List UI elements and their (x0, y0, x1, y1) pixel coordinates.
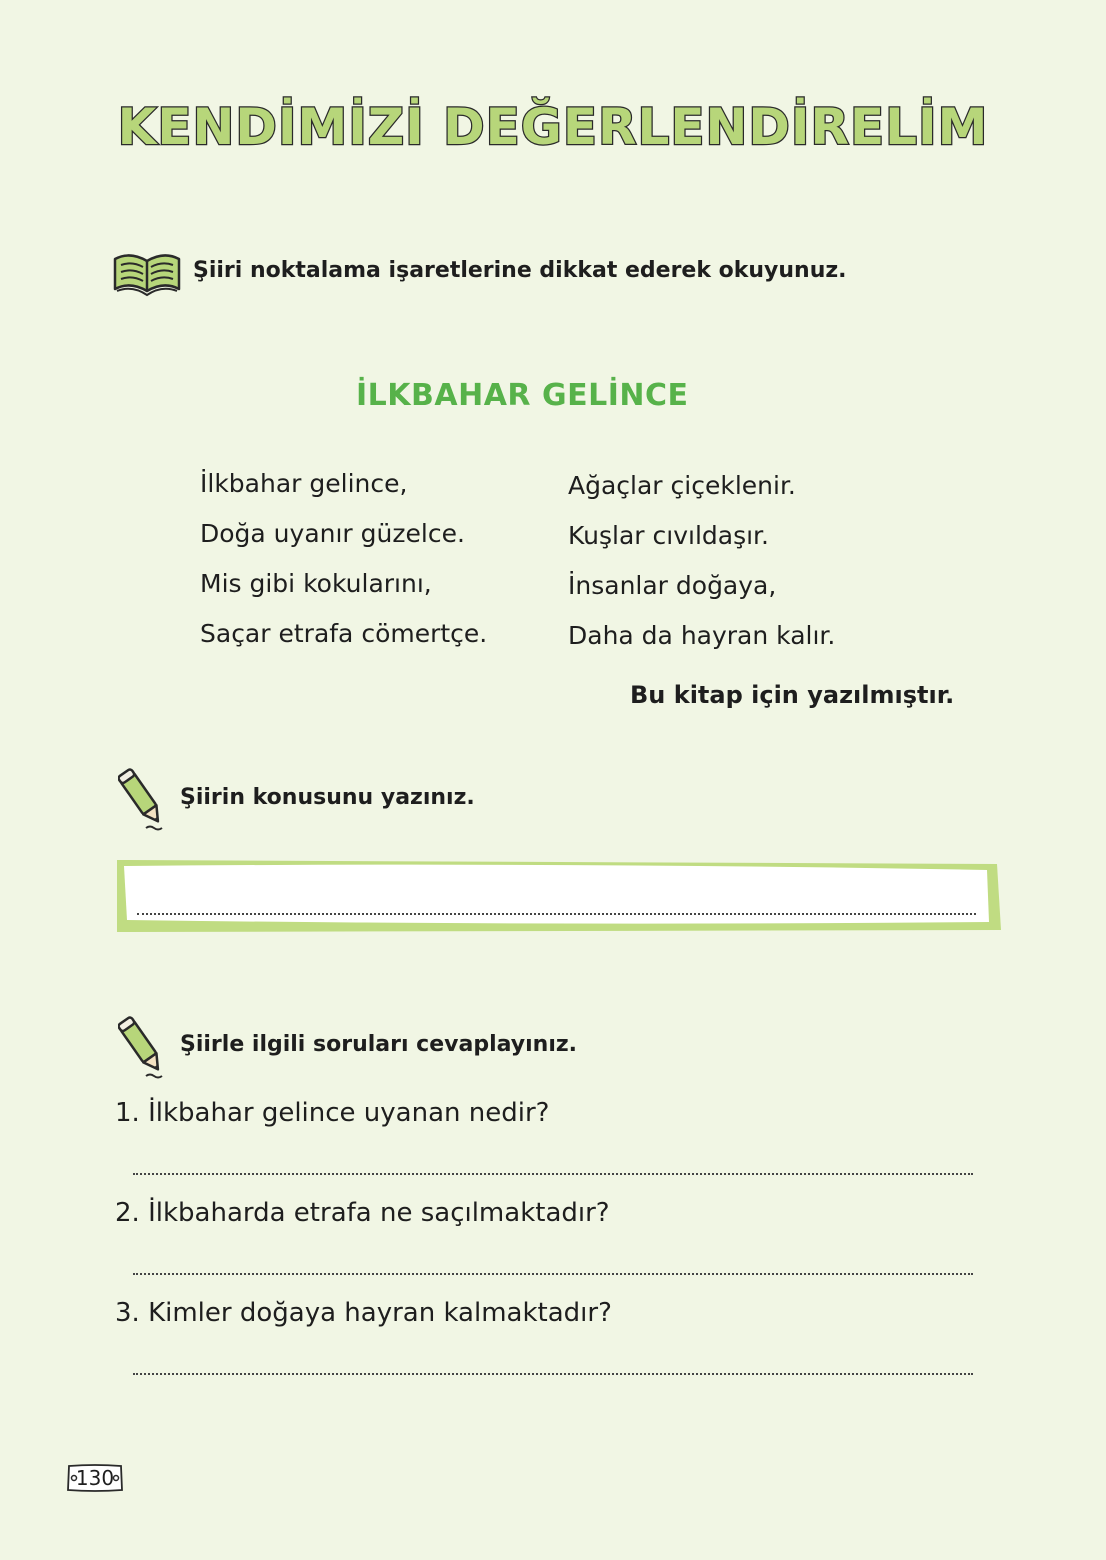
answer-line-2[interactable] (133, 1273, 973, 1275)
question-number: 2. (115, 1198, 140, 1228)
question-text: İlkbahar gelince uyanan nedir? (148, 1098, 550, 1128)
pencil-icon (118, 766, 168, 838)
page-title: KENDİMİZİ DEĞERLENDİRELİM (117, 98, 989, 156)
poem-stanza-left (200, 466, 487, 666)
poem-title: İLKBAHAR GELİNCE (356, 378, 689, 413)
poem-line: Saçar etrafa cömertçe. (200, 619, 488, 648)
question-number: 3. (115, 1298, 140, 1328)
questions-instruction: Şiirle ilgili soruları cevaplayınız. (180, 1032, 578, 1057)
poem-line: Doğa uyanır güzelce. (200, 519, 465, 548)
poem-line: Mis gibi kokularını, (200, 569, 432, 598)
question-3 (115, 1298, 612, 1328)
topic-instruction: Şiirin konusunu yazınız. (180, 785, 475, 810)
topic-answer-line[interactable] (137, 913, 976, 915)
pencil-icon (118, 1014, 168, 1086)
question-2 (115, 1198, 610, 1228)
answer-line-3[interactable] (133, 1373, 973, 1375)
topic-answer-box[interactable] (115, 856, 1001, 932)
question-text: İlkbaharda etrafa ne saçılmaktadır? (148, 1198, 610, 1228)
reading-instruction: Şiiri noktalama işaretlerine dikkat ederek okuyunuz. (193, 258, 847, 283)
page-number (66, 1463, 124, 1493)
open-book-icon (112, 249, 182, 301)
poem-line: Kuşlar cıvıldaşır. (568, 521, 769, 550)
poem-line: İnsanlar doğaya, (568, 571, 777, 600)
question-text: Kimler doğaya hayran kalmaktadır? (148, 1298, 612, 1328)
poem-line: Ağaçlar çiçeklenir. (568, 471, 796, 500)
poem-stanza-right (568, 468, 835, 668)
question-1 (115, 1098, 549, 1128)
answer-line-1[interactable] (133, 1173, 973, 1175)
poem-line: İlkbahar gelince, (200, 469, 408, 498)
page-number-text: 130 (75, 1466, 115, 1490)
poem-line: Daha da hayran kalır. (568, 621, 836, 650)
question-number: 1. (115, 1098, 140, 1128)
poem-source: Bu kitap için yazılmıştır. (630, 681, 955, 709)
